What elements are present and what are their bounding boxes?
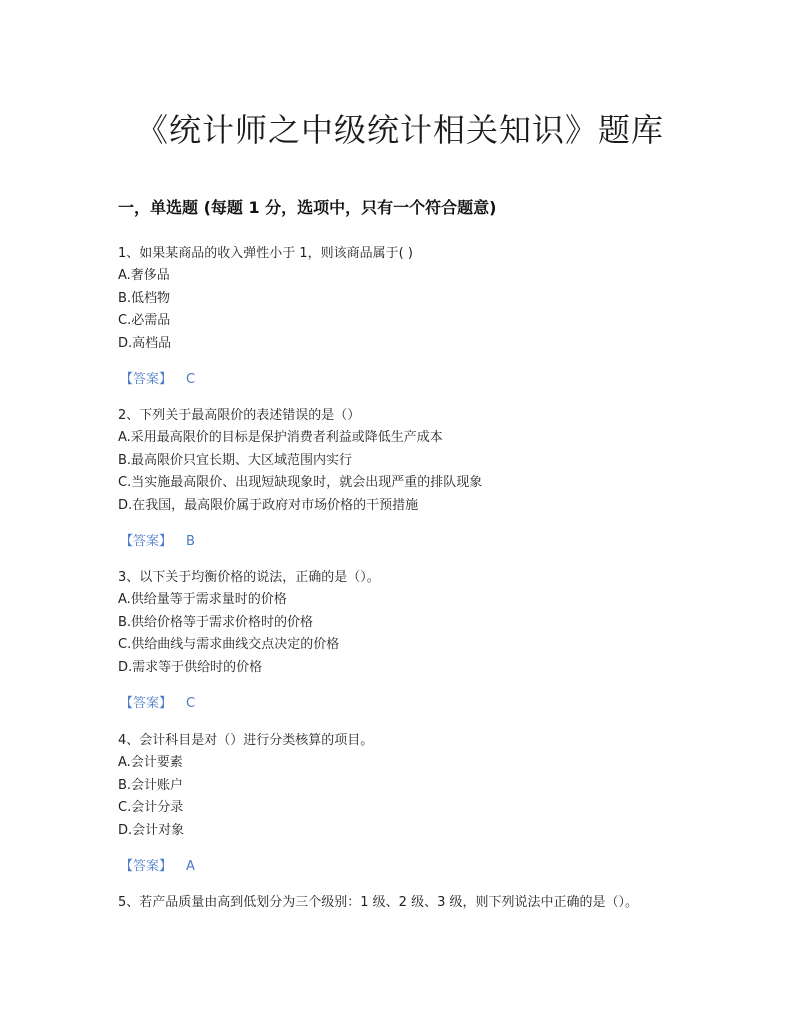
option-c: C.当实施最高限价、出现短缺现象时，就会出现严重的排队现象 (118, 475, 483, 490)
option-a: A.采用最高限价的目标是保护消费者利益或降低生产成本 (118, 430, 443, 445)
question-stem: 3、以下关于均衡价格的说法，正确的是（）。 (118, 570, 380, 585)
answer-label: 【答案】 (120, 372, 173, 387)
question-stem: 2、下列关于最高限价的表述错误的是（） (118, 408, 361, 423)
question-2 (118, 405, 678, 553)
answer-label: 【答案】 (120, 696, 173, 711)
option-a: A.奢侈品 (118, 268, 170, 283)
option-a: A.供给量等于需求量时的价格 (118, 592, 287, 607)
option-c: C.必需品 (118, 313, 171, 328)
answer-label: 【答案】 (120, 534, 173, 549)
answer-line (118, 693, 678, 715)
question-1 (118, 243, 678, 391)
option-b: B.最高限价只宜长期、大区域范围内实行 (118, 452, 353, 468)
option-c: C.供给曲线与需求曲线交点决定的价格 (118, 637, 340, 652)
option-a: A.会计要素 (118, 755, 183, 770)
answer-line (118, 856, 678, 878)
option-list (118, 427, 678, 517)
option-b: B.会计账户 (118, 777, 184, 793)
option-d: D.高档品 (118, 335, 172, 351)
option-c: C.会计分录 (118, 800, 184, 815)
question-stem: 1、如果某商品的收入弹性小于 1，则该商品属于( ) (118, 246, 413, 261)
option-list (118, 589, 678, 679)
question-stem: 4、会计科目是对（）进行分类核算的项目。 (118, 733, 374, 748)
option-list (118, 752, 678, 842)
option-d: D.在我国，最高限价属于政府对市场价格的干预措施 (118, 497, 419, 513)
answer-line (118, 531, 678, 553)
option-d: D.会计对象 (118, 822, 185, 838)
answer-label: 【答案】 (120, 859, 173, 874)
option-b: B.供给价格等于需求价格时的价格 (118, 614, 314, 630)
question-5 (118, 892, 678, 914)
question-4 (118, 730, 678, 878)
answer-line (118, 369, 678, 391)
question-3 (118, 567, 678, 715)
answer-value: C (186, 696, 196, 711)
question-stem: 5、若产品质量由高到低划分为三个级别：1 级、2 级、3 级，则下列说法中正确的是（）。 (118, 895, 638, 910)
answer-value: A (186, 859, 195, 874)
option-list (118, 265, 678, 355)
option-d: D.需求等于供给时的价格 (118, 659, 263, 675)
document-title: 《统计师之中级统计相关知识》题库 (135, 111, 664, 149)
answer-value: B (186, 534, 195, 549)
option-b: B.低档物 (118, 290, 171, 306)
section-heading: 一，单选题 (每题 1 分，选项中，只有一个符合题意) (118, 198, 497, 217)
answer-value: C (186, 372, 196, 387)
